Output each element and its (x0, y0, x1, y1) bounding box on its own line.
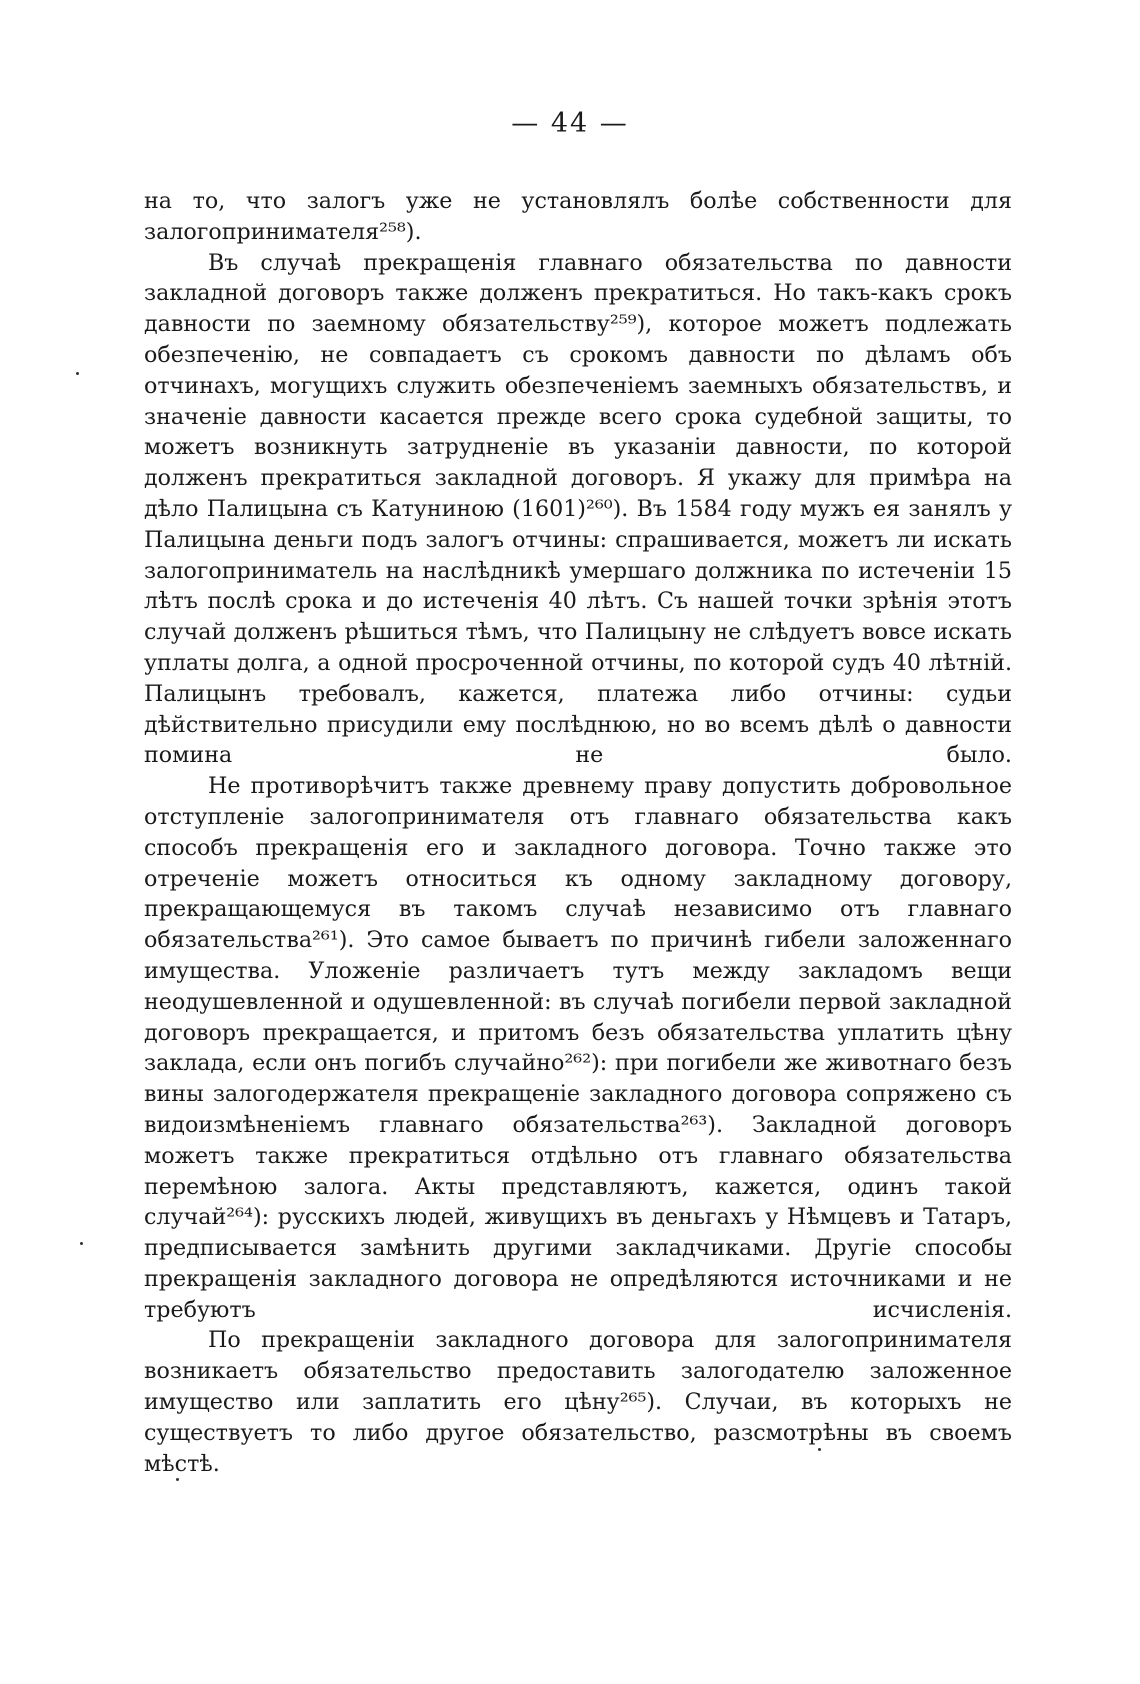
paragraph-continuation: на то, что залогъ уже не установлялъ болѣе собственности для залогопринимателя²⁵⁸). (144, 188, 1012, 245)
paragraph-voluntary-renunciation: Не противорѣчитъ также древнему праву допустить добровольное отступленіе залогопринимателя отъ главнаго обязательства какъ способъ прекращенія его и закладного договора. Точно также это отреченіе можетъ относиться къ одному закладному договору, прекращающемуся въ такомъ случаѣ независимо отъ главнаго обязательства²⁶¹). Это самое бываетъ по причинѣ гибели заложеннаго имущества. Уложеніе различаетъ тутъ между закладомъ вещи неодушевленной и одушевленной: въ случаѣ погибели первой закладной договоръ прекращается, и притомъ безъ обязательства уплатить цѣну заклада, если онъ погибъ случайно²⁶²): при погибели же животнаго безъ вины залогодержателя прекращеніе закладного договора сопряжено съ видоизмѣненіемъ главнаго обязательства²⁶³). Закладной договоръ можетъ также прекратиться отдѣльно отъ главнаго обязательства перемѣною залога. Акты представляютъ, кажется, одинъ такой случай²⁶⁴): русскихъ людей, живущихъ въ деньгахъ у Нѣмцевъ и Татаръ, предписывается замѣнить другими закладчиками. Другіе способы прекращенія закладного договора не опредѣляются источниками и не требуютъ исчисленія. (144, 773, 1012, 1323)
print-speck (176, 1478, 179, 1481)
print-speck (818, 1448, 821, 1451)
body-text (144, 186, 1012, 1479)
print-speck (80, 1242, 83, 1245)
page-number: — 44 — (511, 108, 629, 139)
paragraph-termination-obligation: По прекращеніи закладного договора для залогопринимателя возникаетъ обязательство предоставить залогодателю заложенное имущество или заплатить его цѣну²⁶⁵). Случаи, въ которыхъ не существуетъ то либо другое обязательство, разсмотрѣны въ своемъ мѣстѣ. (144, 1327, 1012, 1477)
paragraph-prescription: Въ случаѣ прекращенія главнаго обязательства по давности закладной договоръ также долженъ прекратиться. Но такъ-какъ срокъ давности по заемному обязательству²⁵⁹), которое можетъ подлежать обезпеченію, не совпадаетъ съ срокомъ давности по дѣламъ объ отчинахъ, могущихъ служить обезпеченіемъ заемныхъ обязательствъ, и значеніе давности касается прежде всего срока судебной защиты, то можетъ возникнуть затрудненіе въ указаніи давности, по которой долженъ прекратиться закладной договоръ. Я укажу для примѣра на дѣло Палицына съ Катунинoю (1601)²⁶⁰). Въ 1584 году мужъ ея занялъ у Палицына деньги подъ залогъ отчины: спрашивается, можетъ ли искать залогоприниматель на наслѣдникѣ умершаго должника по истеченіи 15 лѣтъ послѣ срока и до истеченія 40 лѣтъ. Съ нашей точки зрѣнія этотъ случай долженъ рѣшиться тѣмъ, что Палицыну не слѣдуетъ вовсе искать уплаты долга, а одной просроченной отчины, по которой судъ 40 лѣтній. Палицынъ требовалъ, кажется, платежа либо отчины: судьи дѣйствительно присудили ему послѣднюю, но во всемъ дѣлѣ о давности помина не было. (144, 249, 1012, 769)
print-speck (76, 372, 79, 375)
